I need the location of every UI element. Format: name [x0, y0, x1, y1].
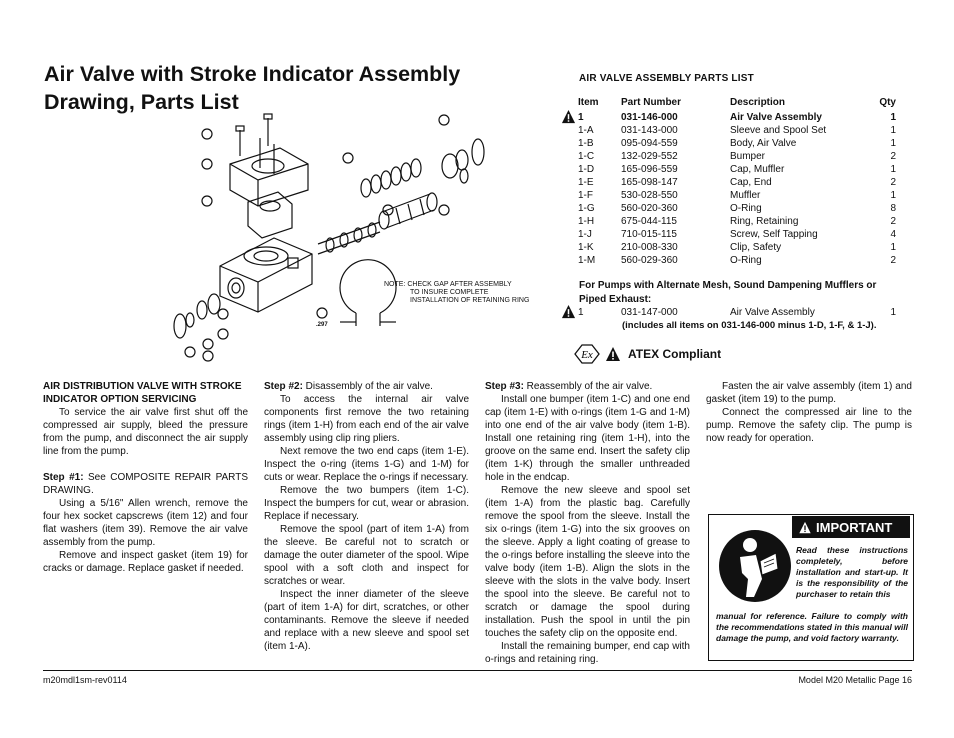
important-text-full: manual for reference. Failure to comply with the recommendations stated in this manual will damage the pump, and void factory warranty.: [716, 611, 908, 643]
col2-paragraph-5: Inspect the inner diameter of the sleeve (part of item 1-A) for dirt, scratches, or other contaminants. Remove the sleeve if needed and replace with a new sleeve and spool set (item 1-A).: [264, 589, 469, 652]
step1-text: See COMPOSITE REPAIR PARTS DRAWING.: [43, 472, 248, 496]
parts-table-row: [578, 163, 896, 176]
part-number-cell: 560-029-360: [621, 255, 678, 266]
part-number-cell: 560-020-360: [621, 203, 678, 214]
text-column-4: [706, 380, 912, 445]
dimension-label: .297: [316, 322, 328, 328]
item-cell: 1-A: [578, 125, 594, 136]
col4-paragraph-2: Connect the compressed air line to the pump. Remove the safety clip. The pump is now ready for operation.: [706, 407, 912, 444]
part-number-cell: 132-029-552: [621, 151, 678, 162]
part-number-cell: 165-096-559: [621, 164, 678, 175]
description-cell: Cap, Muffler: [730, 164, 785, 175]
part-number-cell: 031-143-000: [621, 125, 678, 136]
servicing-heading: AIR DISTRIBUTION VALVE WITH STROKE INDICATOR OPTION SERVICING: [43, 381, 242, 405]
warning-icon: [561, 304, 576, 319]
step2-text: Disassembly of the air valve.: [302, 381, 433, 392]
alternate-note: (includes all items on 031-146-000 minus 1-D, 1-F, & 1-J).: [622, 320, 877, 331]
col3-paragraph-3: Install the remaining bumper, end cap with o-rings and retaining ring.: [485, 641, 690, 665]
header-qty: Qty: [879, 97, 896, 108]
footer-document-id: m20mdl1sm-rev0114: [43, 675, 127, 685]
col3-paragraph-1: Install one bumper (item 1-C) and one end cap (item 1-E) with o-rings (item 1-G and 1-M) into one end of the air valve body (item 1-B). Install one retaining ring (item 1-H), into the groove on the same end. Insert the safety clip (item 1-K) through the smaller unthreaded hole in the endcap.: [485, 394, 690, 483]
part-number-cell: 710-015-115: [621, 229, 677, 240]
col3-step3: [485, 380, 690, 393]
parts-table-row: [578, 241, 896, 254]
alternate-row: [578, 306, 896, 319]
atex-label: ATEX Compliant: [628, 347, 722, 361]
parts-table-row: [578, 150, 896, 163]
item-cell: 1-F: [578, 190, 593, 201]
qty-cell: 1: [890, 190, 896, 201]
description-cell: Muffler: [730, 190, 761, 201]
read-manual-icon: [716, 523, 794, 609]
parts-table: [578, 96, 896, 267]
description-cell: Bumper: [730, 151, 766, 162]
alt-item: 1: [578, 307, 584, 318]
description-cell: O-Ring: [730, 203, 762, 214]
description-cell: O-Ring: [730, 255, 762, 266]
part-number-cell: 675-044-115: [621, 216, 677, 227]
col1-paragraph-3: Remove and inspect gasket (item 19) for cracks or damage. Replace gasket if needed.: [43, 550, 248, 574]
note-line-2: TO INSURE COMPLETE: [410, 289, 489, 296]
qty-cell: 8: [890, 203, 896, 214]
drawing-note: [384, 281, 544, 305]
qty-cell: 2: [890, 177, 896, 188]
warning-icon: [561, 109, 576, 124]
col1-paragraph-1: To service the air valve first shut off the compressed air supply, bleed the pressure from the pump, and disconnect the air supply line from the pump.: [43, 407, 248, 457]
col2-step2: [264, 380, 469, 393]
parts-table-row: [578, 202, 896, 215]
qty-cell: 2: [890, 216, 896, 227]
footer-page-label: Model M20 Metallic Page 16: [798, 675, 912, 685]
parts-list-title: AIR VALVE ASSEMBLY PARTS LIST: [579, 73, 754, 84]
part-number-cell: 165-098-147: [621, 177, 678, 188]
item-cell: 1-C: [578, 151, 595, 162]
description-cell: Sleeve and Spool Set: [730, 125, 827, 136]
col3-paragraph-2: Remove the new sleeve and spool set (item 1-A) from the plastic bag. Carefully remove the spool from the sleeve. Install the six o-rings (item 1-G) into the six grooves on the sleeve. Apply a light coating of grease to the o-rings before installing the sleeve into the valve body (item 1-B). Align the slots in the sleeve with the slots in the valve body. Insert the spool into the sleeve. Be careful not to scratch or damage the spool during installation. Push the spool in until the pin touches the safety clip on the opposite end.: [485, 485, 690, 639]
item-cell: 1-B: [578, 138, 594, 149]
step3-text: Reassembly of the air valve.: [523, 381, 653, 392]
qty-cell: 1: [890, 125, 896, 136]
note-line-1: NOTE: CHECK GAP AFTER ASSEMBLY: [384, 281, 512, 288]
footer-rule: [43, 670, 912, 671]
description-cell: Air Valve Assembly: [730, 112, 822, 123]
qty-cell: 1: [890, 112, 896, 123]
col2-paragraph-3: Remove the two bumpers (item 1-C). Inspect the bumpers for cut, wear or abrasion. Replace if necessary.: [264, 485, 469, 522]
warning-icon: [798, 521, 812, 534]
alt-part: 031-147-000: [621, 307, 678, 318]
important-label: IMPORTANT: [816, 519, 893, 535]
header-part-number: Part Number: [621, 97, 682, 108]
text-column-1: [43, 380, 248, 575]
item-cell: 1-E: [578, 177, 594, 188]
header-item: Item: [578, 97, 599, 108]
parts-table-row: [578, 137, 896, 150]
atex-badge: [574, 344, 721, 364]
qty-cell: 1: [890, 242, 896, 253]
text-column-3: [485, 380, 690, 666]
parts-table-row: [578, 111, 896, 124]
item-cell: 1-M: [578, 255, 596, 266]
parts-table-row: [578, 228, 896, 241]
exploded-assembly-drawing: [150, 108, 540, 368]
note-line-3: INSTALLATION OF RETAINING RING: [410, 297, 530, 304]
item-cell: 1: [578, 112, 584, 123]
item-cell: 1-G: [578, 203, 595, 214]
item-cell: 1-K: [578, 242, 594, 253]
item-cell: 1-H: [578, 216, 595, 227]
header-description: Description: [730, 97, 786, 108]
parts-table-row: [578, 215, 896, 228]
description-cell: Screw, Self Tapping: [730, 229, 818, 240]
col4-paragraph-1: Fasten the air valve assembly (item 1) and gasket (item 19) to the pump.: [706, 381, 912, 405]
qty-cell: 4: [890, 229, 896, 240]
parts-table-header: [578, 96, 896, 110]
col2-paragraph-1: To access the internal air valve components first remove the two retaining rings (item 1-H) from each end of the air valve assembly using clip ring pliers.: [264, 394, 469, 444]
part-number-cell: 210-008-330: [621, 242, 678, 253]
parts-table-row: [578, 189, 896, 202]
description-cell: Clip, Safety: [730, 242, 782, 253]
parts-table-row: [578, 124, 896, 137]
description-cell: Body, Air Valve: [730, 138, 797, 149]
qty-cell: 1: [890, 138, 896, 149]
qty-cell: 2: [890, 151, 896, 162]
atex-mark-text: Ex: [581, 349, 593, 361]
step3-label: Step #3:: [485, 381, 524, 392]
description-cell: Cap, End: [730, 177, 772, 188]
part-number-cell: 095-094-559: [621, 138, 678, 149]
col1-step1: [43, 471, 248, 497]
warning-icon: [604, 346, 622, 362]
step2-label: Step #2:: [264, 381, 303, 392]
qty-cell: 2: [890, 255, 896, 266]
description-cell: Ring, Retaining: [730, 216, 799, 227]
col2-paragraph-4: Remove the spool (part of item 1-A) from the sleeve. Be careful not to scratch or damage the outer diameter of the spool. Wipe spool with a soft cloth and inspect for scratches or wear.: [264, 524, 469, 587]
col2-paragraph-2: Next remove the two end caps (item 1-E). Inspect the o-ring (items 1-G) and 1-M) for cuts or wear. Replace the o-rings if necessary.: [264, 446, 469, 483]
alternate-heading: For Pumps with Alternate Mesh, Sound Dampening Mufflers or Piped Exhaust:: [579, 280, 877, 305]
page-title: Air Valve with Stroke Indicator Assembly Drawing, Parts List: [44, 62, 461, 114]
part-number-cell: 031-146-000: [621, 112, 678, 123]
col1-paragraph-2: Using a 5/16" Allen wrench, remove the four hex socket capscrews (item 12) and four flat washers (item 39). Remove the air valve assembly from the pump.: [43, 498, 248, 548]
important-header: [792, 516, 910, 538]
item-cell: 1-D: [578, 164, 595, 175]
parts-table-row: [578, 176, 896, 189]
alt-qty: 1: [890, 307, 896, 318]
qty-cell: 1: [890, 164, 896, 175]
part-number-cell: 530-028-550: [621, 190, 678, 201]
alt-desc: Air Valve Assembly: [730, 307, 815, 318]
important-text-right: Read these instructions completely, before installation and start-up. It is the responsibility of the purchaser to retain this: [796, 545, 908, 599]
text-column-2: [264, 380, 469, 653]
parts-table-row: [578, 254, 896, 267]
step1-label: Step #1:: [43, 472, 84, 483]
item-cell: 1-J: [578, 229, 592, 240]
atex-ex-icon: [574, 344, 600, 364]
